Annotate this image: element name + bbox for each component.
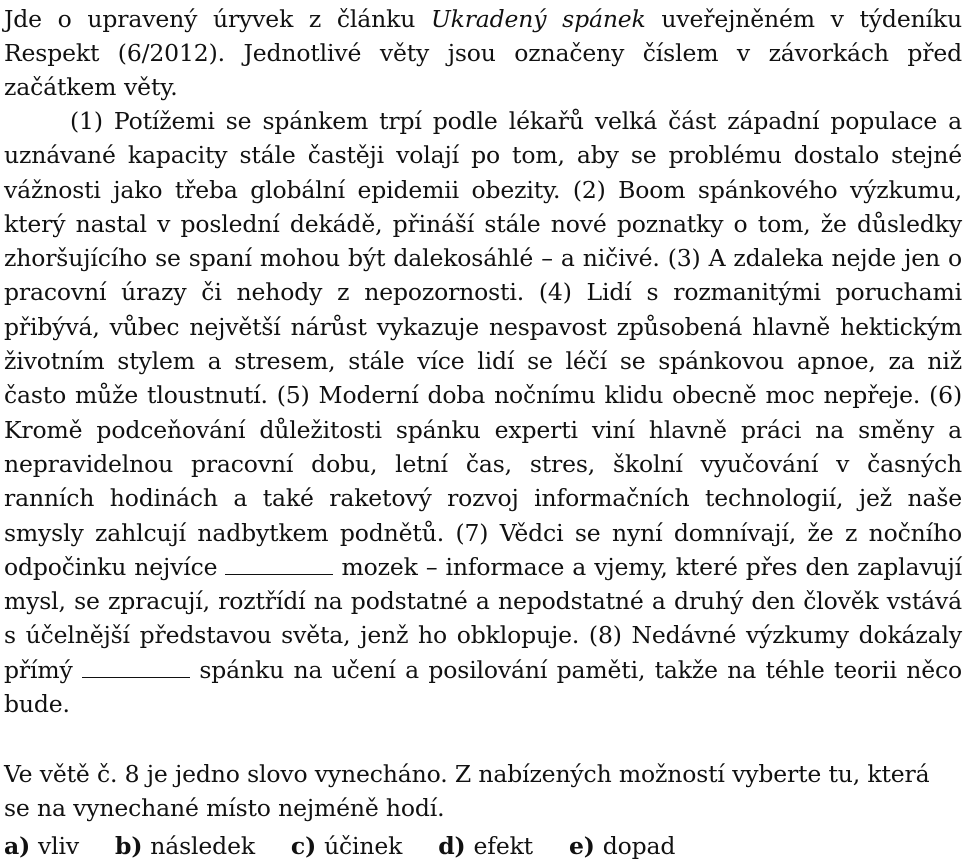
option-text: efekt xyxy=(473,832,533,861)
article-text-part-1: (1) Potížemi se spánkem trpí podle lékařů velká část západní populace a uznávané kapacity stále častěji volají po tom, aby se problému dostalo stejné vážnosti jako třeba globální epidemii obezity. (2) Boom spánkového výzkumu, který nastal v poslední dekádě, přináší stále nové poznatky o tom, že důsledky zhoršujícího se spaní mohou být dalekosáhlé – a ničivé. (3) A zdaleka nejde jen o pracovní úrazy či nehody z nepozornosti. (4) Lidí s rozmanitými poruchami přibývá, vůbec největší nárůst vykazuje nespavost způsobená hlavně hektickým životním stylem a stresem, stále více lidí se léčí se spánkovou apnoe, za niž často může tloustnutí. (5) Moderní doba nočnímu klidu obecně moc nepřeje. (6) Kromě podceňování důležitosti spánku experti viní hlavně práci na směny a nepravidelnou pracovní dobu, letní čas, stres, školní vyučování v časných ranních hodinách a také raketový rozvoj informačních technologií, jež naše smysly zahlcují nadbytkem podnětů. (7) Vědci se nyní domnívají, že z nočního odpočinku nejvíce xyxy=(4,107,962,581)
intro-text-after: uveřejněném v týdeníku Respekt (6/2012). Jednotlivé věty jsou označeny číslem v závorkách před začátkem věty. xyxy=(4,5,962,101)
option-b[interactable] xyxy=(115,829,255,863)
intro-text-before: Jde o upravený úryvek z článku xyxy=(4,5,431,33)
blank-sentence-8 xyxy=(82,655,190,678)
option-text: dopad xyxy=(602,832,676,861)
option-text: následek xyxy=(150,832,255,861)
option-letter: b) xyxy=(115,832,143,861)
article-excerpt xyxy=(4,104,962,721)
article-text-part-2: mozek – informace a vjemy, které přes den zaplavují mysl, se zpracují, roztřídí na podstatné a nepodstatné a druhý den člověk vstává s účelnější představou světa, jenž ho obklopuje. (8) Nedávné výzkumy dokázaly přímý xyxy=(4,552,963,684)
option-letter: e) xyxy=(568,832,595,861)
option-e[interactable] xyxy=(569,829,675,863)
question-text: Ve větě č. 8 je jedno slovo vynecháno. Z nabízených možností vyberte tu, která se na vynechané místo nejméně hodí. xyxy=(4,760,930,823)
option-text: účinek xyxy=(324,832,403,861)
option-letter: c) xyxy=(290,832,317,861)
option-d[interactable] xyxy=(438,829,533,863)
option-c[interactable] xyxy=(291,829,402,863)
article-text-part-3: spánku na učení a posilování paměti, takže na téhle teorii něco bude. xyxy=(4,655,962,719)
intro-paragraph xyxy=(4,0,962,104)
blank-sentence-7 xyxy=(225,552,333,575)
option-a[interactable] xyxy=(4,829,79,863)
answer-options xyxy=(4,829,962,863)
source-article-title: Ukradený spánek xyxy=(430,5,646,33)
option-letter: d) xyxy=(438,832,466,861)
option-text: vliv xyxy=(38,832,80,861)
option-letter: a) xyxy=(4,832,31,861)
